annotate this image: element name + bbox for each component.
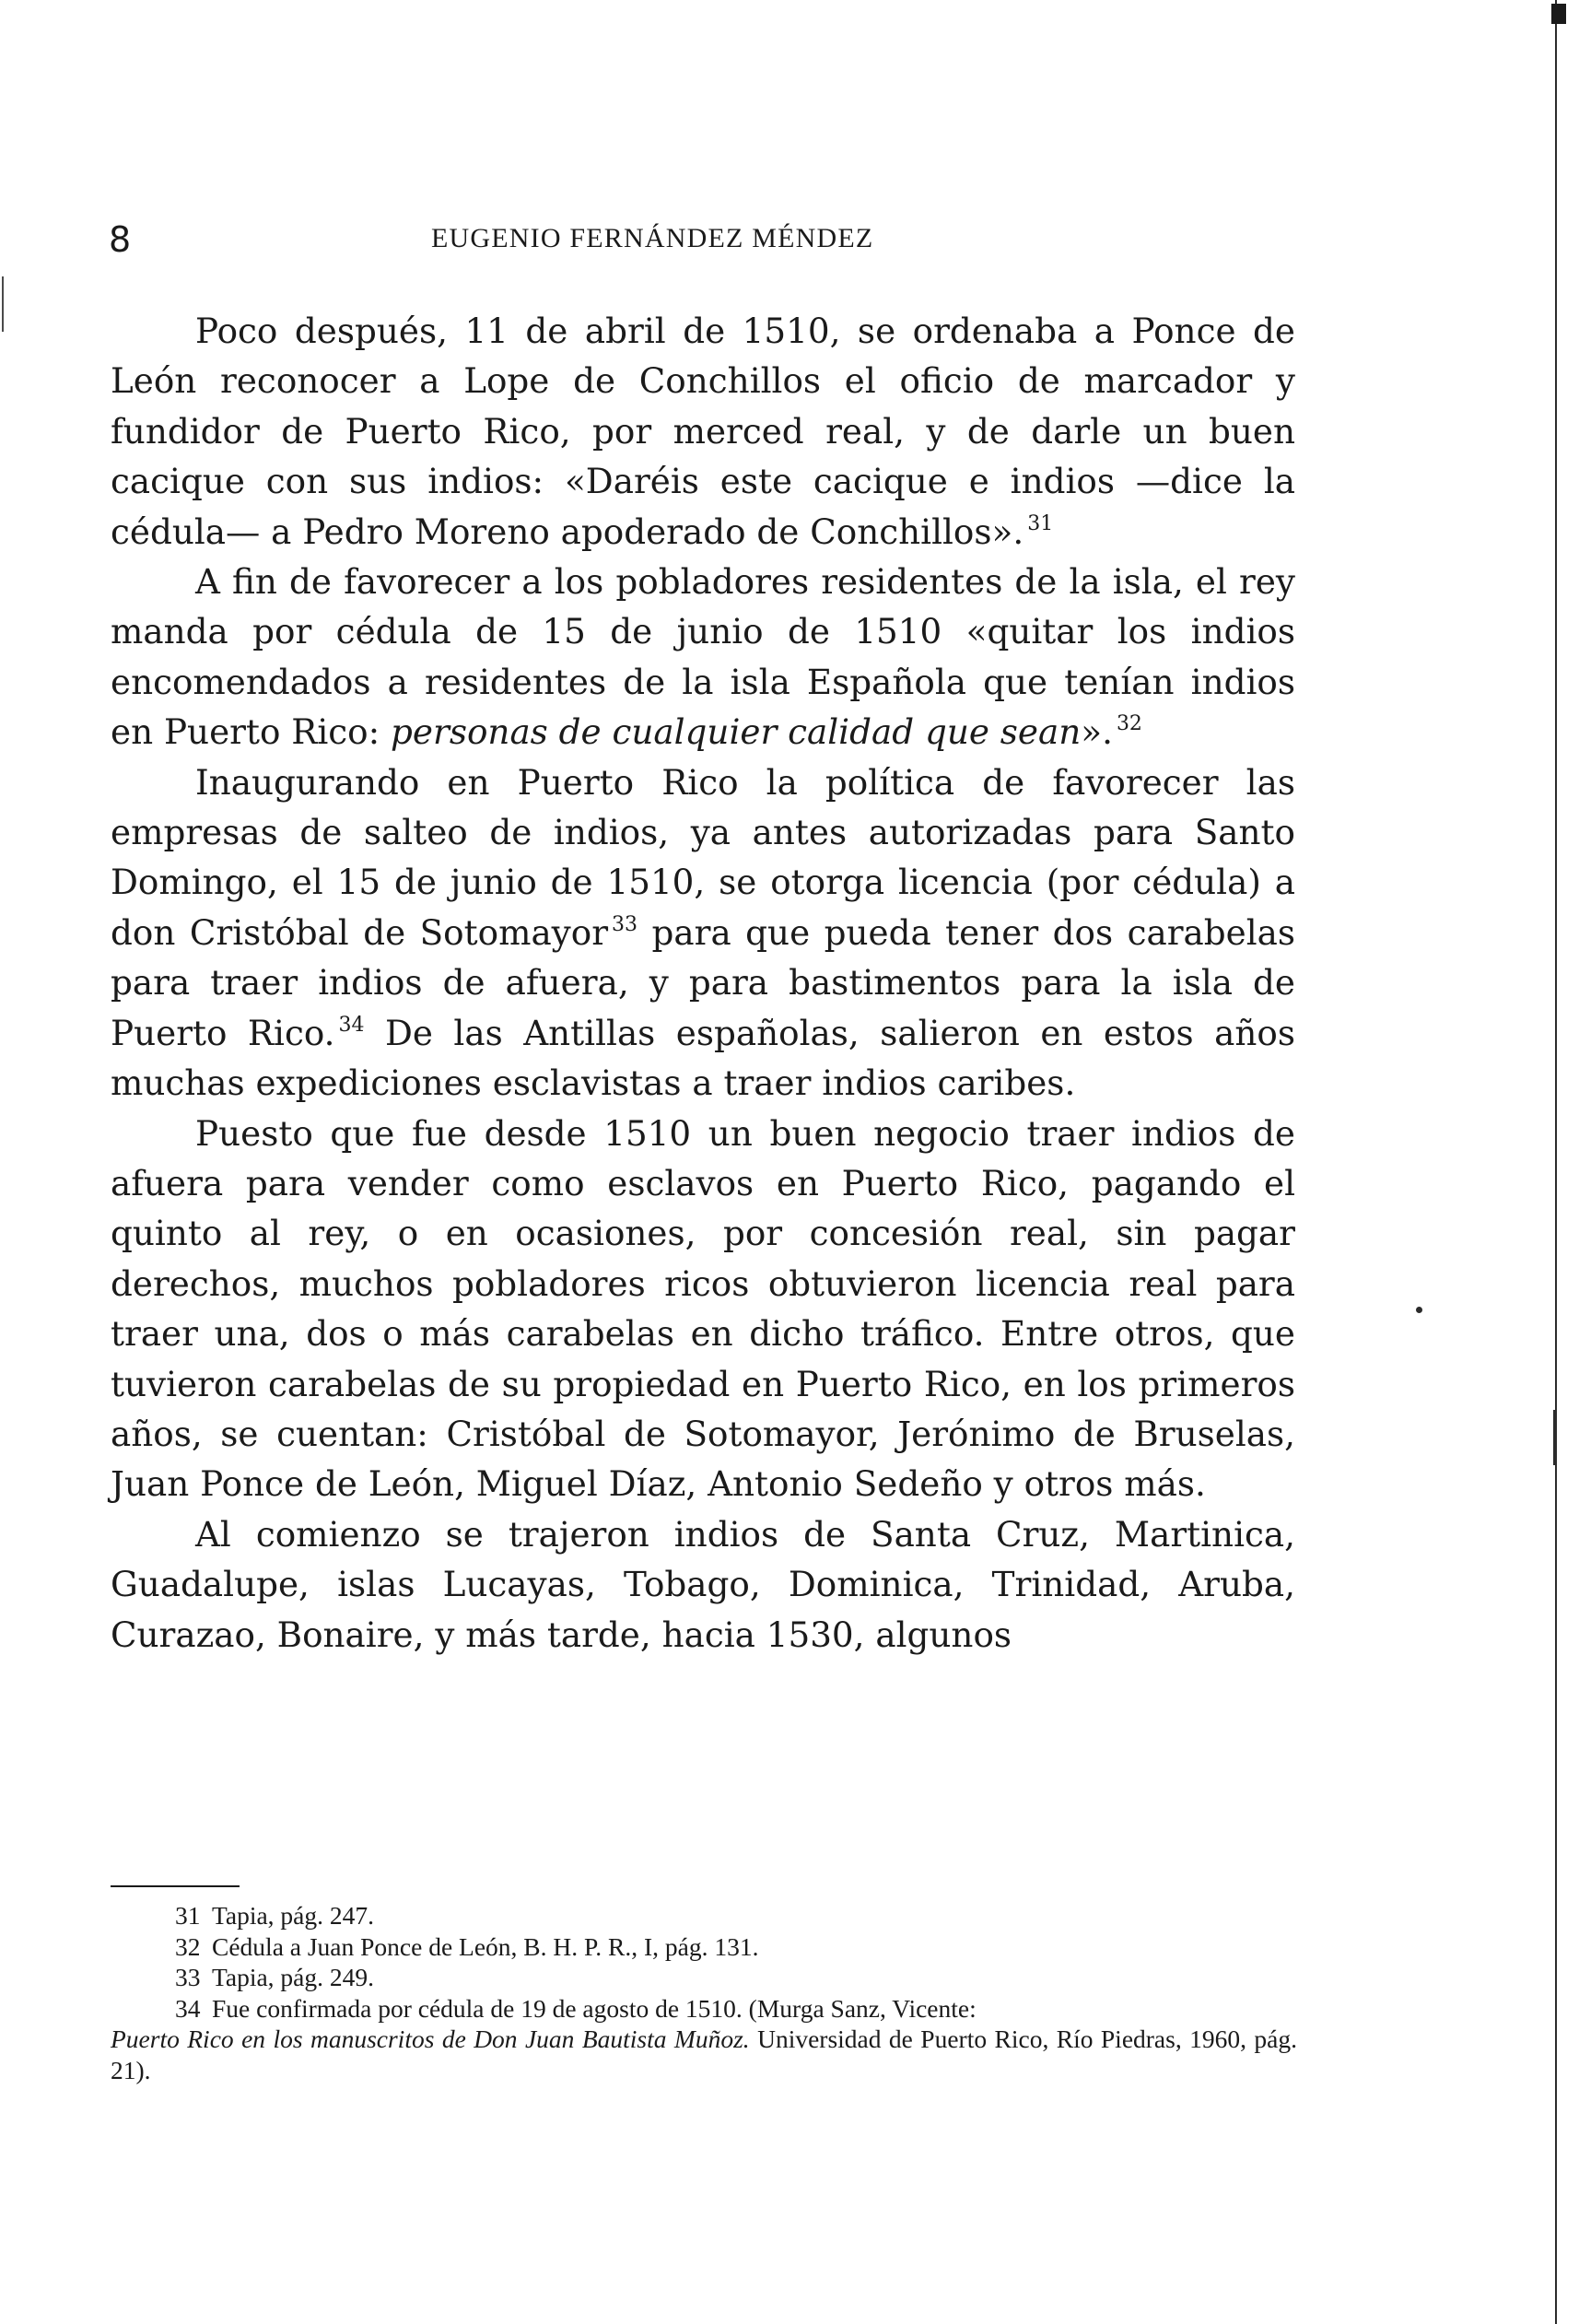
note-ref-32: 32	[1116, 712, 1142, 736]
page-number: 8	[109, 219, 132, 260]
footnote-text: Tapia, pág. 249.	[212, 1963, 375, 1991]
paragraph-1	[111, 306, 1295, 557]
paragraph-1-text: Poco después, 11 de abril de 1510, se ordenaba a Ponce de León reconocer a Lope de Conchillos el oficio de marcador y fundidor de Puerto Rico, por merced real, y de darle un buen cacique con sus indios: «Daréis este cacique e indios —dice la cédula— a Pedro Moreno apoderado de Conchillos».	[111, 311, 1295, 552]
paragraph-2	[111, 557, 1295, 757]
footnote-number: 33	[175, 1963, 201, 1991]
paragraph-5: Al comienzo se trajeron indios de Santa Cruz, Martinica, Guadalupe, islas Lucayas, Tobago, Dominica, Trinidad, Aruba, Curazao, Bonaire, y más tarde, hacia 1530, algunos	[111, 1513, 1295, 1655]
paragraph-2-text: A fin de favorecer a los pobladores residentes de la isla, el rey manda por cédula de 15 de junio de 1510 «quitar los indios encomendados a residentes de la isla Española que tenían indios en Puerto Rico:	[111, 561, 1295, 753]
footnote-text: Tapia, pág. 247.	[212, 1901, 375, 1930]
footnote-tail: Universidad de Puerto Rico, Río Piedras, 1960, pág. 21).	[111, 2025, 1298, 2084]
footnote-number: 34	[175, 1993, 201, 2023]
page-edge-mark	[1555, 0, 1579, 2324]
note-ref-31: 31	[1027, 511, 1054, 535]
stray-dot	[1416, 1307, 1422, 1313]
footnote-text: Fue confirmada por cédula de 19 de agosto de 1510. (Murga Sanz, Vicente:	[212, 1993, 977, 2023]
footnote-text: Cédula a Juan Ponce de León, B. H. P. R., I, pág. 131.	[212, 1931, 759, 1961]
footnotes	[111, 1900, 1297, 2085]
footnote-34	[111, 1993, 1297, 2025]
paragraph-2-tail: ».	[1081, 711, 1113, 753]
page-header	[109, 219, 1297, 265]
footnote-31	[111, 1900, 1297, 1931]
edge-notch	[1551, 4, 1566, 24]
paragraph-3-part-b: para que pueda tener dos carabelas para traer indios de afuera, y para bastimentos para la isla de Puerto Rico.	[111, 911, 1296, 1053]
body-text	[111, 306, 1295, 1660]
paragraph-2-italic: personas de cualquier calidad que sean	[391, 711, 1082, 753]
footnote-33	[111, 1962, 1297, 1993]
footnote-number: 31	[175, 1901, 201, 1930]
margin-mark	[2, 276, 4, 332]
paragraph-3	[111, 757, 1295, 1109]
paragraph-4: Puesto que fue desde 1510 un buen negocio traer indios de afuera para vender como esclavos en Puerto Rico, pagando el quinto al rey, o en ocasiones, por concesión real, sin pagar derechos, muchos pobladores ricos obtuvieron licencia real para traer una, dos o más carabelas en dicho tráfico. Entre otros, que tuvieron carabelas de su propiedad en Puerto Rico, en los primeros años, se cuentan: Cristóbal de Sotomayor, Jerónimo de Bruselas, Juan Ponce de León, Miguel Díaz, Antonio Sedeño y otros más.	[111, 1112, 1295, 1505]
note-ref-33: 33	[612, 912, 638, 936]
paragraph-3-part-c: De las Antillas españolas, salieron en estos años muchas expediciones esclavistas a traer indios caribes.	[111, 1012, 1296, 1104]
footnote-number: 32	[175, 1931, 201, 1961]
footnote-32	[111, 1931, 1297, 1963]
edge-tick	[1553, 1410, 1556, 1465]
running-head: EUGENIO FERNÁNDEZ MÉNDEZ	[431, 223, 874, 253]
footnote-italic-title: Puerto Rico en los manuscritos de Don Juan Bautista Muñoz.	[111, 2025, 750, 2053]
paragraph-3-part-a: Inaugurando en Puerto Rico la política de favorecer las empresas de salteo de indios, ya antes autorizadas para Santo Domingo, el 15 de junio de 1510, se otorga licencia (por cédula) a don Cristóbal de Sotomayor	[111, 761, 1295, 953]
footnote-rule	[111, 1885, 240, 1887]
footnote-34-continued	[111, 2024, 1297, 2085]
note-ref-34: 34	[338, 1013, 365, 1037]
